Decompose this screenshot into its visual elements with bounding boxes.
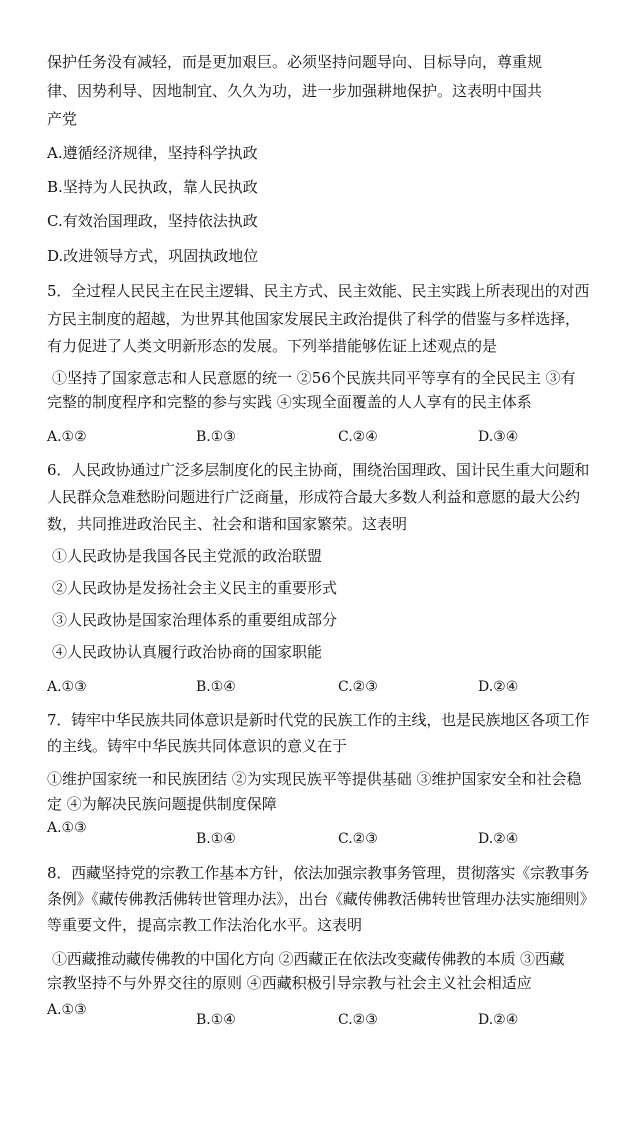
q7-stem-line: 的主线。铸牢中华民族共同体意识的意义在于 (47, 737, 348, 755)
q8-statement-line: 宗教坚持不与外界交往的原则 ④西藏积极引导宗教与社会主义社会相适应 (47, 974, 532, 992)
q6-choice-d[interactable]: D.②④ (478, 679, 519, 695)
q8-choice-b[interactable]: B.①④ (196, 1012, 236, 1028)
q6-choice-b[interactable]: B.①④ (196, 679, 236, 695)
q5-choice-c[interactable]: C.②④ (338, 429, 378, 445)
q6-stem-line: 数，共同推进政治民主、社会和谐和国家繁荣。这表明 (47, 515, 408, 533)
q8-statement-line: ①西藏推动藏传佛教的中国化方向 ②西藏正在依法改变藏传佛教的本质 ③西藏 (52, 950, 565, 968)
q4-option-b[interactable]: B.坚持为人民执政，靠人民执政 (47, 178, 258, 196)
q8-choice-d[interactable]: D.②④ (478, 1012, 519, 1028)
q5-stem-line: 方民主制度的超越，为世界其他国家发展民主政治提供了科学的借鉴与多样选择， (47, 310, 580, 328)
q6-choice-a[interactable]: A.①③ (47, 679, 87, 695)
q4-stem-line: 保护任务没有减轻，而是更加艰巨。必须坚持问题导向、目标导向，尊重规 (47, 53, 543, 71)
q5-stem-line: 5．全过程人民民主在民主逻辑、民主方式、民主效能、民主实践上所表现出的对西 (47, 282, 590, 300)
q7-stem-line: 7．铸牢中华民族共同体意识是新时代党的民族工作的主线，也是民族地区各项工作 (47, 711, 590, 729)
q7-statement-line: ①维护国家统一和民族团结 ②为实现民族平等提供基础 ③维护国家安全和社会稳 (47, 770, 582, 788)
q6-choice-c[interactable]: C.②③ (338, 679, 378, 695)
q7-choice-d[interactable]: D.②④ (478, 831, 519, 847)
q6-statement-line: ①人民政协是我国各民主党派的政治联盟 (52, 547, 323, 565)
q7-statement-line: 定 ④为解决民族问题提供制度保障 (47, 795, 277, 813)
q8-choice-c[interactable]: C.②③ (338, 1012, 378, 1028)
q5-choice-b[interactable]: B.①③ (196, 429, 236, 445)
q4-stem-line: 产党 (47, 110, 78, 128)
q5-statement-line: 完整的制度程序和完整的参与实践 ④实现全面覆盖的人人享有的民主体系 (47, 393, 532, 411)
q5-stem-line: 有力促进了人类文明新形态的发展。下列举措能够佐证上述观点的是 (47, 337, 498, 355)
q5-statement-line: ①坚持了国家意志和人民意愿的统一 ②56个民族共同平等享有的全民民主 ③有 (52, 369, 576, 387)
q6-statement-line: ③人民政协是国家治理体系的重要组成部分 (52, 611, 338, 629)
q4-stem-line: 律、因势利导、因地制宜、久久为功，进一步加强耕地保护。这表明中国共 (47, 82, 543, 100)
q8-stem-line: 条例》《藏传佛教活佛转世管理办法》，出台《藏传佛教活佛转世管理办法实施细则》 (47, 890, 595, 908)
q6-stem-line: 6．人民政协通过广泛多层制度化的民主协商，围绕治国理政、国计民生重大问题和 (47, 461, 590, 479)
q6-statement-line: ④人民政协认真履行政治协商的国家职能 (52, 643, 323, 661)
q4-option-c[interactable]: C.有效治国理政，坚持依法执政 (47, 212, 258, 230)
q8-stem-line: 8．西藏坚持党的宗教工作基本方针，依法加强宗教事务管理，贯彻落实《宗教事务 (47, 864, 590, 882)
q7-choice-a[interactable]: A.①③ (47, 820, 87, 836)
q6-stem-line: 人民群众急难愁盼问题进行广泛商量，形成符合最大多数人利益和意愿的最大公约 (47, 488, 580, 506)
q6-statement-line: ②人民政协是发扬社会主义民主的重要形式 (52, 579, 338, 597)
q7-choice-b[interactable]: B.①④ (196, 831, 236, 847)
q8-stem-line: 等重要文件，提高宗教工作法治化水平。这表明 (47, 916, 363, 934)
q4-option-d[interactable]: D.改进领导方式，巩固执政地位 (47, 247, 259, 265)
q5-choice-d[interactable]: D.③④ (478, 429, 519, 445)
q5-choice-a[interactable]: A.①② (47, 429, 87, 445)
q7-choice-c[interactable]: C.②③ (338, 831, 378, 847)
q4-option-a[interactable]: A.遵循经济规律，坚持科学执政 (47, 144, 258, 162)
q8-choice-a[interactable]: A.①③ (47, 1002, 87, 1018)
